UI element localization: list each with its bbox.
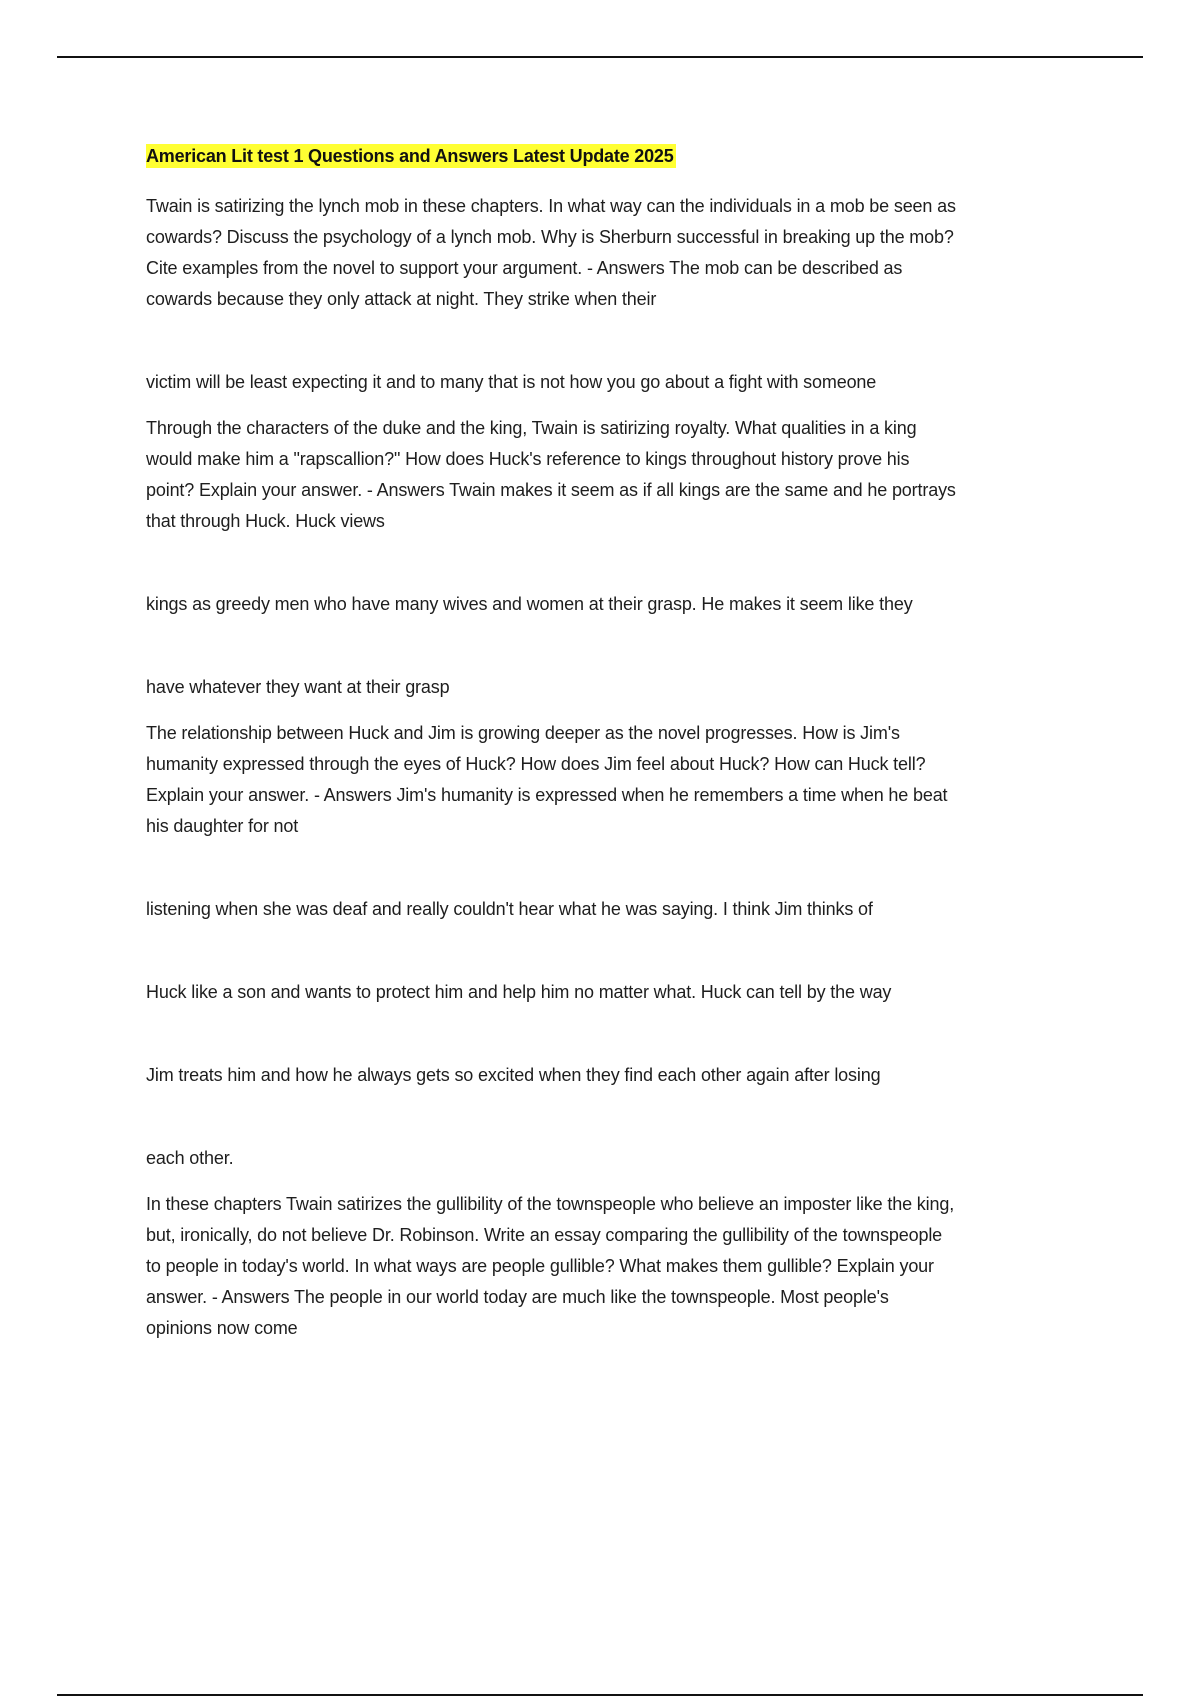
document-title: American Lit test 1 Questions and Answers Latest Update 2025 <box>146 146 674 166</box>
text-line: each other. <box>146 1148 234 1168</box>
text-line: Twain is satirizing the lynch mob in these chapters. In what way can the individuals in a mob be seen as <box>146 196 956 216</box>
text-line: In these chapters Twain satirizes the gullibility of the townspeople who believe an imposter like the king, <box>146 1194 955 1214</box>
text-line: that through Huck. Huck views <box>146 511 385 531</box>
text-line: have whatever they want at their grasp <box>146 677 450 697</box>
text-line: Jim treats him and how he always gets so excited when they find each other again after losing <box>146 1065 881 1085</box>
text-line: Through the characters of the duke and the king, Twain is satirizing royalty. What qualities in a king <box>146 418 917 438</box>
text-line: humanity expressed through the eyes of Huck? How does Jim feel about Huck? How can Huck tell? <box>146 754 926 774</box>
text-line: but, ironically, do not believe Dr. Robinson. Write an essay comparing the gullibility of the townspeople <box>146 1225 943 1245</box>
answer-continuation <box>146 672 1096 703</box>
qa-paragraph-2 <box>146 413 1096 537</box>
header-rule <box>57 56 1143 58</box>
answer-continuation <box>146 894 1096 925</box>
text-line: cowards because they only attack at night. They strike when their <box>146 289 657 309</box>
answer-continuation <box>146 1143 1096 1174</box>
text-line: The relationship between Huck and Jim is growing deeper as the novel progresses. How is Jim's <box>146 723 900 743</box>
qa-paragraph-1 <box>146 191 1096 315</box>
title-row <box>146 144 1096 176</box>
document-body <box>146 144 1096 1344</box>
text-line: would make him a "rapscallion?" How does Huck's reference to kings throughout history prove his <box>146 449 910 469</box>
text-line: listening when she was deaf and really couldn't hear what he was saying. I think Jim thinks of <box>146 899 873 919</box>
qa-paragraph-4 <box>146 1189 1096 1344</box>
answer-continuation <box>146 977 1096 1008</box>
text-line: his daughter for not <box>146 816 299 836</box>
text-line: Huck like a son and wants to protect him and help him no matter what. Huck can tell by the way <box>146 982 892 1002</box>
text-line: Cite examples from the novel to support your argument. - Answers The mob can be described as <box>146 258 903 278</box>
answer-continuation <box>146 1060 1096 1091</box>
text-line: kings as greedy men who have many wives and women at their grasp. He makes it seem like they <box>146 594 913 614</box>
answer-continuation <box>146 367 1096 398</box>
qa-paragraph-3 <box>146 718 1096 842</box>
answer-continuation <box>146 589 1096 620</box>
text-line: victim will be least expecting it and to many that is not how you go about a fight with someone <box>146 372 877 392</box>
text-line: cowards? Discuss the psychology of a lynch mob. Why is Sherburn successful in breaking up the mob? <box>146 227 954 247</box>
text-line: opinions now come <box>146 1318 298 1338</box>
footer-rule <box>57 1694 1143 1696</box>
text-line: point? Explain your answer. - Answers Twain makes it seem as if all kings are the same and he portrays <box>146 480 956 500</box>
text-line: Explain your answer. - Answers Jim's humanity is expressed when he remembers a time when he beat <box>146 785 948 805</box>
text-line: to people in today's world. In what ways are people gullible? What makes them gullible? Explain your <box>146 1256 934 1276</box>
text-line: answer. - Answers The people in our world today are much like the townspeople. Most people's <box>146 1287 889 1307</box>
